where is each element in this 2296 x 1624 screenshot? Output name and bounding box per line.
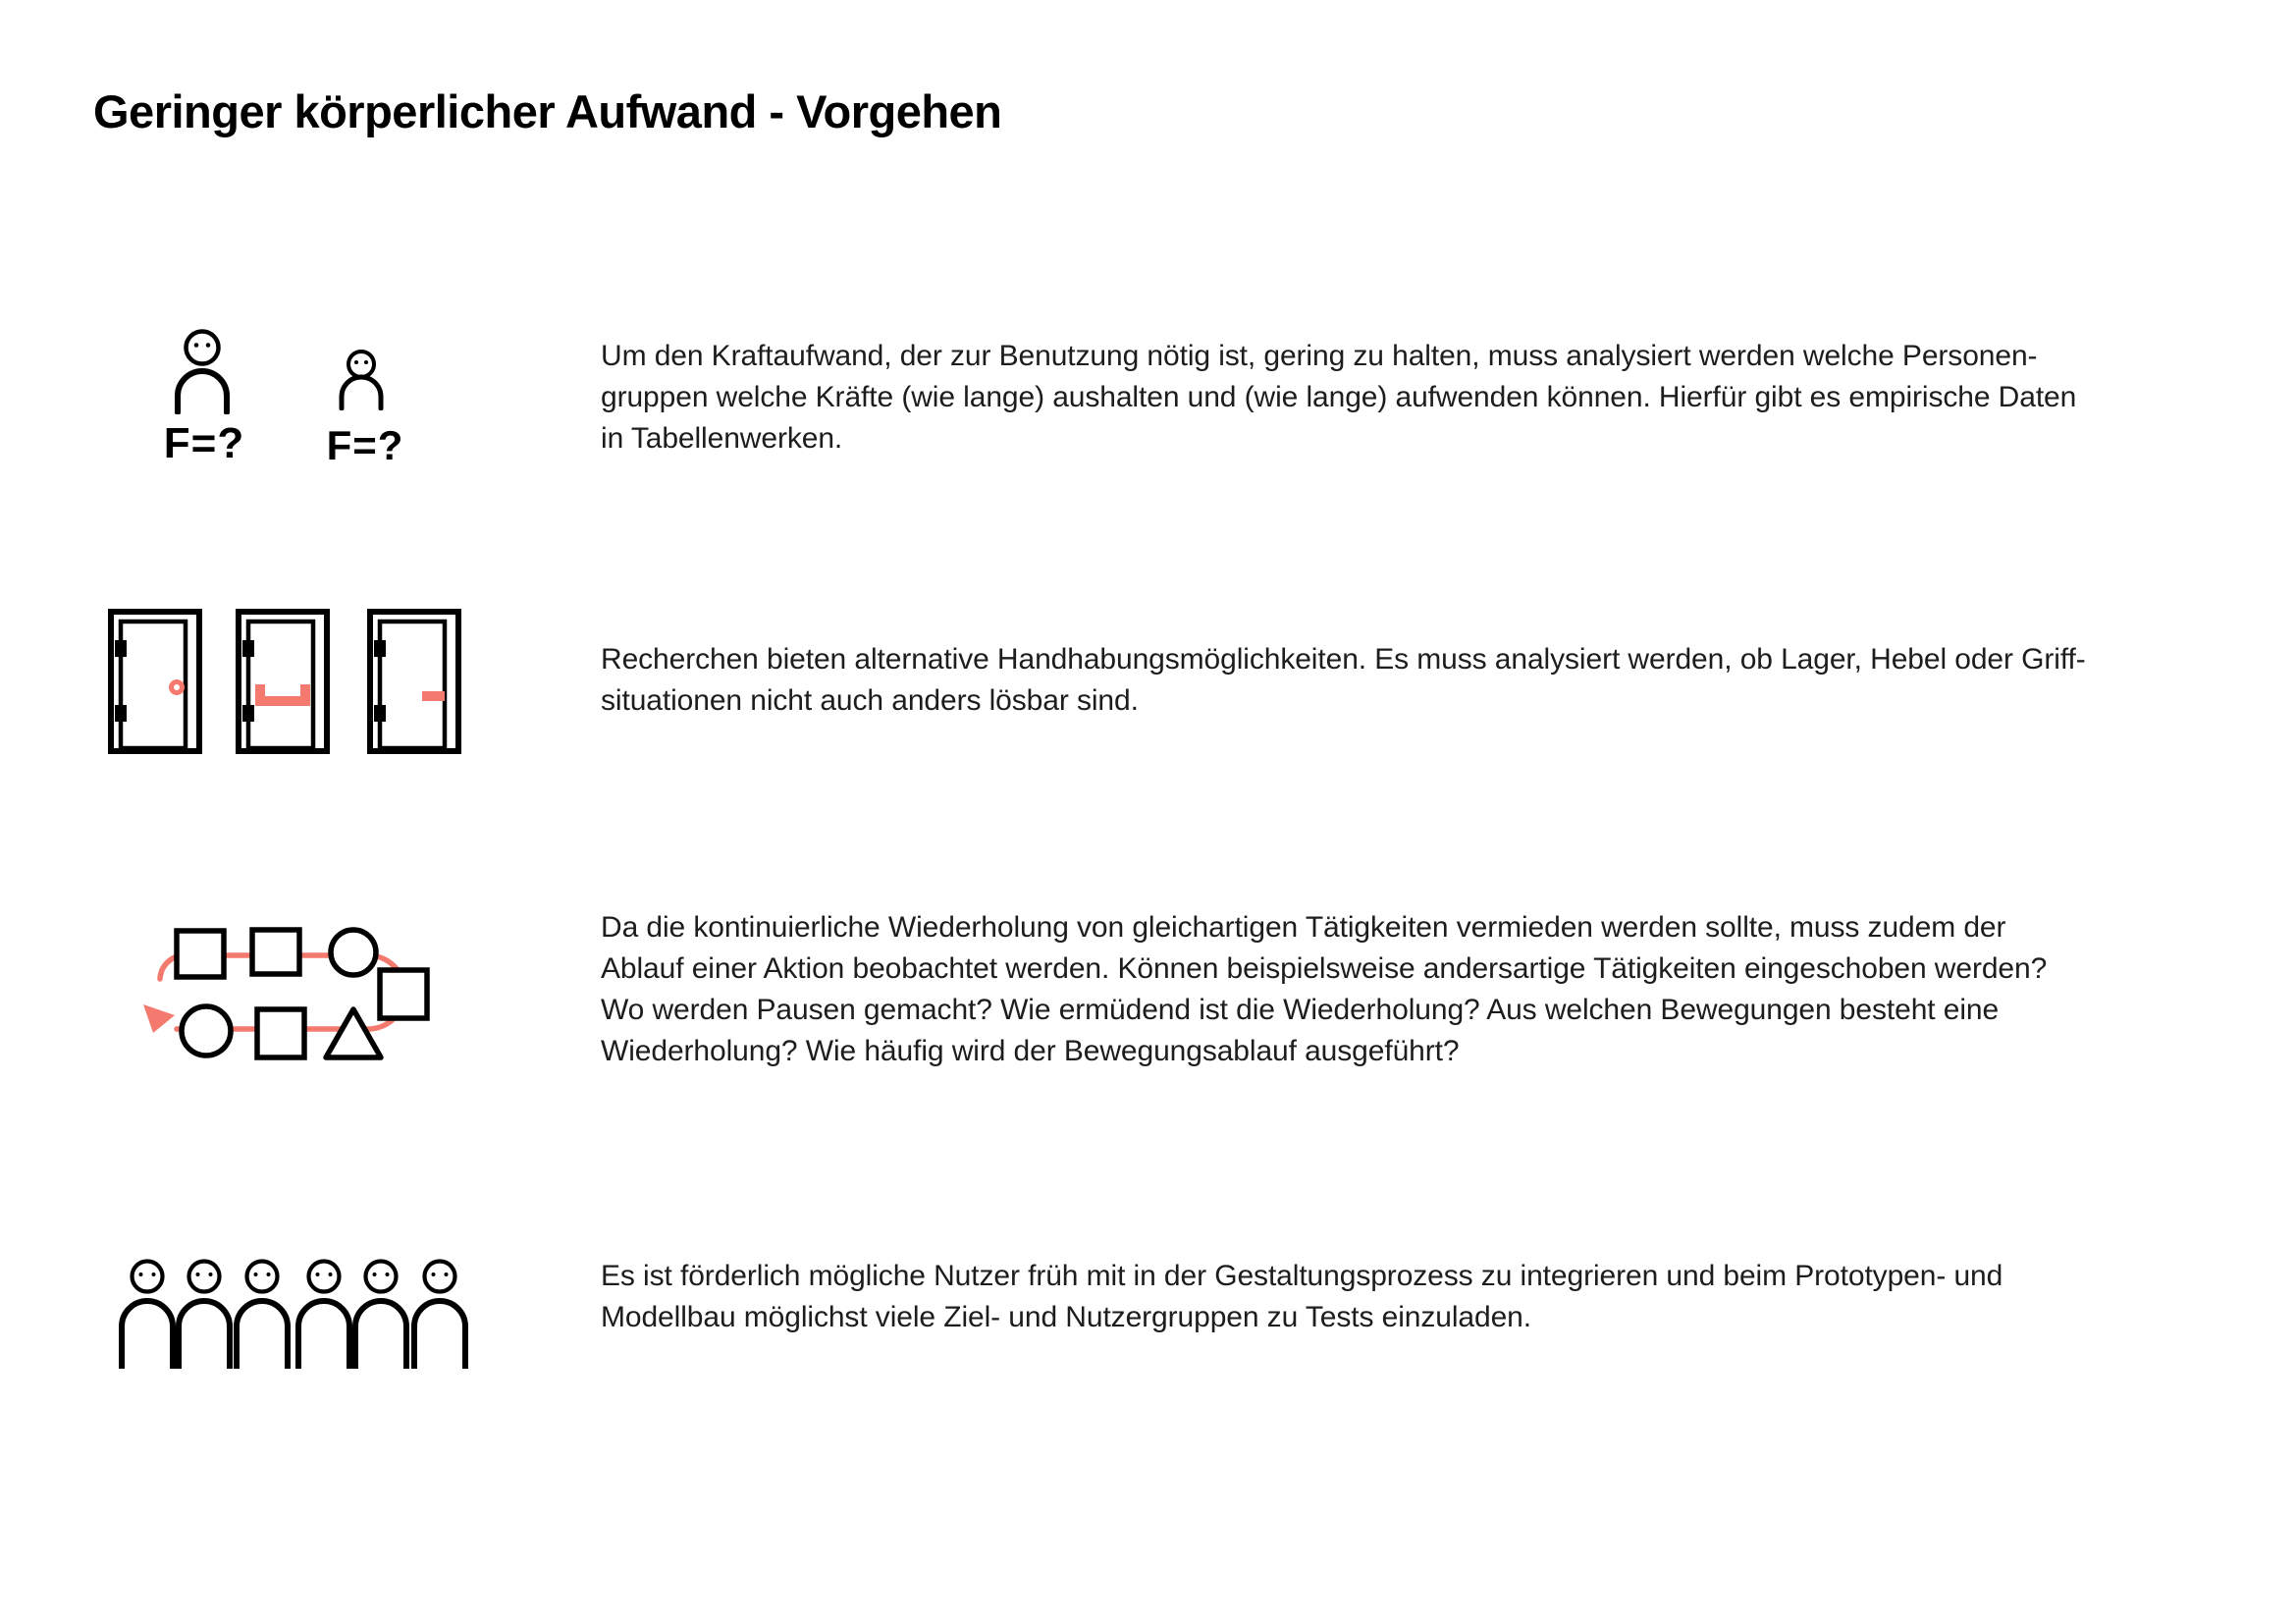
door-hinge xyxy=(115,705,127,722)
paragraph-line: Recherchen bieten alternative Handhabungsmöglichkeiten. Es muss analysiert werden, ob Lager, Hebel oder Griff- xyxy=(601,643,2086,676)
paragraph-line: Wiederholung? Wie häufig wird der Bewegungsablauf ausgeführt? xyxy=(601,1035,1460,1067)
flow-circle xyxy=(182,1006,231,1056)
user-group-icon xyxy=(116,1259,485,1371)
user-icon xyxy=(414,1262,465,1370)
paragraph-line: Um den Kraftaufwand, der zur Benutzung nötig ist, gering zu halten, muss analysiert werden welche Personen- xyxy=(601,340,2038,372)
paragraph-line: Modellbau möglichst viele Ziel- und Nutzergruppen zu Tests einzuladen. xyxy=(601,1301,1531,1333)
process-loop-icon xyxy=(126,916,442,1075)
paragraph-line: in Tabellenwerken. xyxy=(601,422,843,455)
paragraph-line: situationen nicht auch anders lösbar sind. xyxy=(601,684,1139,717)
user-icon xyxy=(237,1262,288,1370)
person-large-eye-right xyxy=(206,343,211,348)
person-small-eye-left xyxy=(354,360,358,364)
paragraph-line: Da die kontinuierliche Wiederholung von gleichartigen Tätigkeiten vermieden werden sollte, muss zudem der xyxy=(601,911,2006,944)
person-small-head xyxy=(348,352,374,377)
person-large-eye-left xyxy=(194,343,199,348)
person-large-shoulders xyxy=(178,371,227,412)
force-label-large: F=? xyxy=(163,419,245,467)
paragraph-kraftaufwand xyxy=(601,336,2250,460)
door-round-knob xyxy=(172,682,183,693)
door-bar-handle-icon xyxy=(239,612,327,751)
door-pull-handle xyxy=(255,684,310,706)
door-lever-handle xyxy=(422,691,445,701)
paragraph-recherchen xyxy=(601,639,2250,722)
user-icon xyxy=(179,1262,230,1370)
loop-arrowhead-icon xyxy=(143,1004,175,1033)
paragraph-line: Es ist förderlich mögliche Nutzer früh mit in der Gestaltungsprozess zu integrieren und beim Prototypen- und xyxy=(601,1260,2003,1292)
door-knob-icon xyxy=(111,612,199,751)
flow-square xyxy=(177,931,224,977)
person-small-eye-right xyxy=(364,360,368,364)
flow-circle xyxy=(331,930,376,975)
flow-square xyxy=(380,970,427,1018)
door-lever-icon xyxy=(370,612,458,751)
page-title: Geringer körperlicher Aufwand - Vorgehen xyxy=(93,85,1002,137)
person-small-shoulders xyxy=(342,377,381,408)
paragraph-nutzer xyxy=(601,1256,2250,1338)
paragraph-line: gruppen welche Kräfte (wie lange) aushalten und (wie lange) aufwenden können. Hierfür gibt es empirische Daten xyxy=(601,381,2077,413)
user-icon xyxy=(355,1262,406,1370)
three-doors-icon xyxy=(108,609,461,758)
paragraph-wiederholung xyxy=(601,907,2250,1072)
door-hinge xyxy=(115,640,127,657)
paragraph-line: Wo werden Pausen gemacht? Wie ermüdend ist die Wiederholung? Aus welchen Bewegungen besteht eine xyxy=(601,994,2000,1026)
person-small-icon xyxy=(335,350,388,410)
user-icon xyxy=(122,1262,173,1370)
person-large-head xyxy=(187,332,219,364)
user-icon xyxy=(298,1262,349,1370)
flow-triangle xyxy=(326,1009,381,1057)
flow-square xyxy=(252,930,299,974)
door-hinge xyxy=(242,640,254,657)
door-hinge xyxy=(374,705,386,722)
paragraph-line: Ablauf einer Aktion beobachtet werden. Können beispielsweise andersartige Tätigkeiten eingeschoben werden? xyxy=(601,952,2048,985)
flow-square xyxy=(257,1009,304,1057)
person-large-icon xyxy=(169,328,238,414)
door-hinge xyxy=(374,640,386,657)
door-hinge xyxy=(242,705,254,722)
force-label-small: F=? xyxy=(326,422,404,468)
